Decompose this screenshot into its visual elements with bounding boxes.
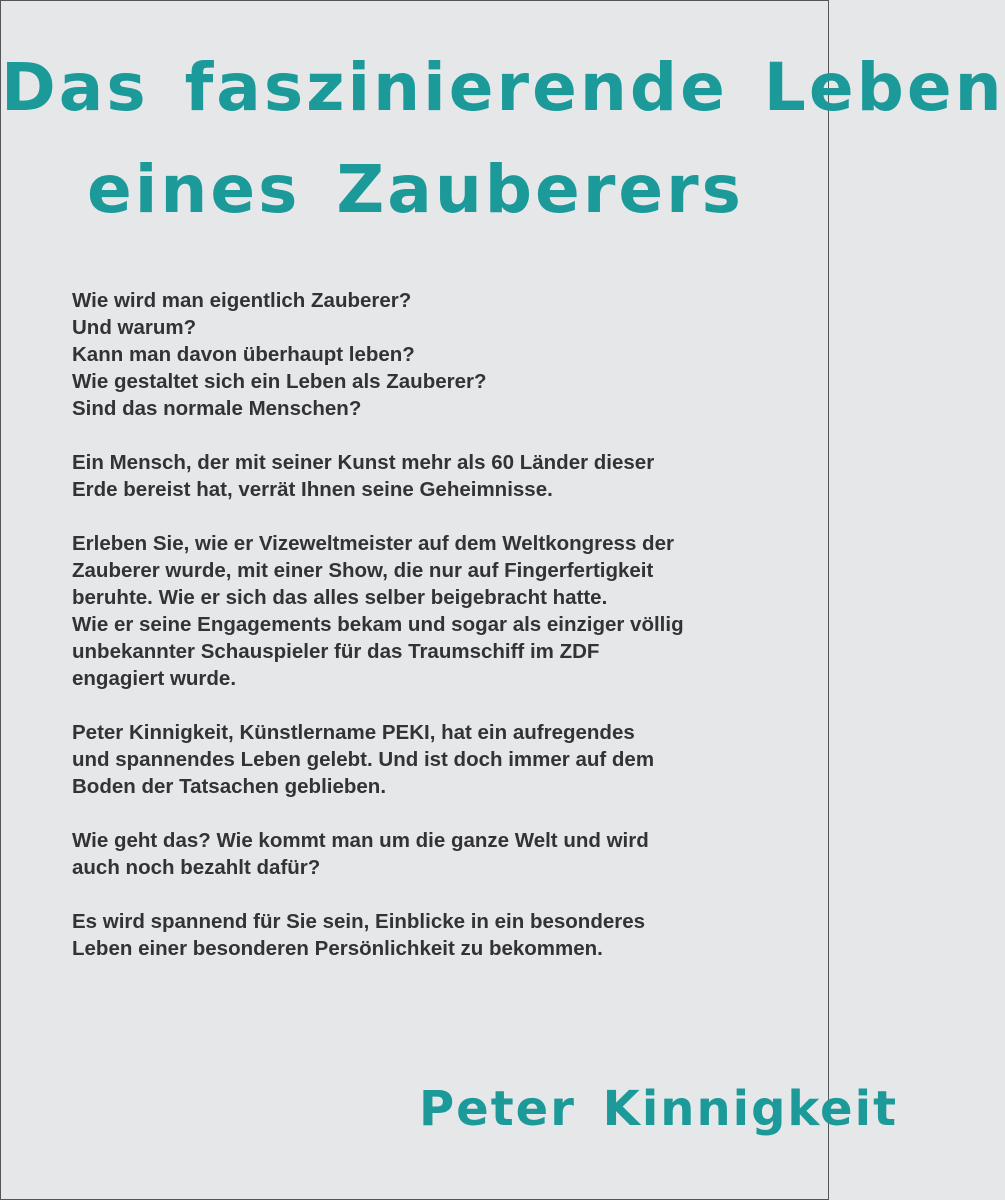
- text-line: unbekannter Schauspieler für das Traumschiff im ZDF: [72, 640, 600, 663]
- paragraph-closing: [72, 908, 772, 962]
- paragraph-life: [72, 719, 772, 800]
- author-signature: Peter Kinnigkeit: [419, 1081, 899, 1137]
- paragraph-career: [72, 530, 772, 692]
- text-line: Erde bereist hat, verrät Ihnen seine Geheimnisse.: [72, 478, 553, 501]
- text-line: Erleben Sie, wie er Vizeweltmeister auf dem Weltkongress der: [72, 532, 674, 555]
- text-line: Leben einer besonderen Persönlichkeit zu bekommen.: [72, 937, 603, 960]
- text-line: Boden der Tatsachen geblieben.: [72, 775, 387, 798]
- text-line: engagiert wurde.: [72, 667, 237, 690]
- text-line: auch noch bezahlt dafür?: [72, 856, 321, 879]
- title-line-2: eines Zauberers: [87, 151, 744, 228]
- text-line: beruhte. Wie er sich das alles selber beigebracht hatte.: [72, 586, 608, 609]
- paragraph-questions: [72, 287, 772, 422]
- title-line-1: Das faszinierende Leben: [1, 49, 1005, 126]
- text-line: Wie er seine Engagements bekam und sogar als einziger völlig: [72, 613, 684, 636]
- text-line: Sind das normale Menschen?: [72, 397, 362, 420]
- text-line: Zauberer wurde, mit einer Show, die nur auf Fingerfertigkeit: [72, 559, 654, 582]
- paragraph-travel: [72, 449, 772, 503]
- body-text: [72, 287, 772, 989]
- text-line: Kann man davon überhaupt leben?: [72, 343, 415, 366]
- text-line: und spannendes Leben gelebt. Und ist doch immer auf dem: [72, 748, 655, 771]
- text-line: Es wird spannend für Sie sein, Einblicke in ein besonderes: [72, 910, 646, 933]
- text-line: Wie wird man eigentlich Zauberer?: [72, 289, 412, 312]
- paragraph-world: [72, 827, 772, 881]
- text-line: Wie geht das? Wie kommt man um die ganze Welt und wird: [72, 829, 649, 852]
- text-line: Peter Kinnigkeit, Künstlername PEKI, hat ein aufregendes: [72, 721, 635, 744]
- text-line: Wie gestaltet sich ein Leben als Zauberer?: [72, 370, 487, 393]
- text-line: Ein Mensch, der mit seiner Kunst mehr als 60 Länder dieser: [72, 451, 655, 474]
- text-line: Und warum?: [72, 316, 197, 339]
